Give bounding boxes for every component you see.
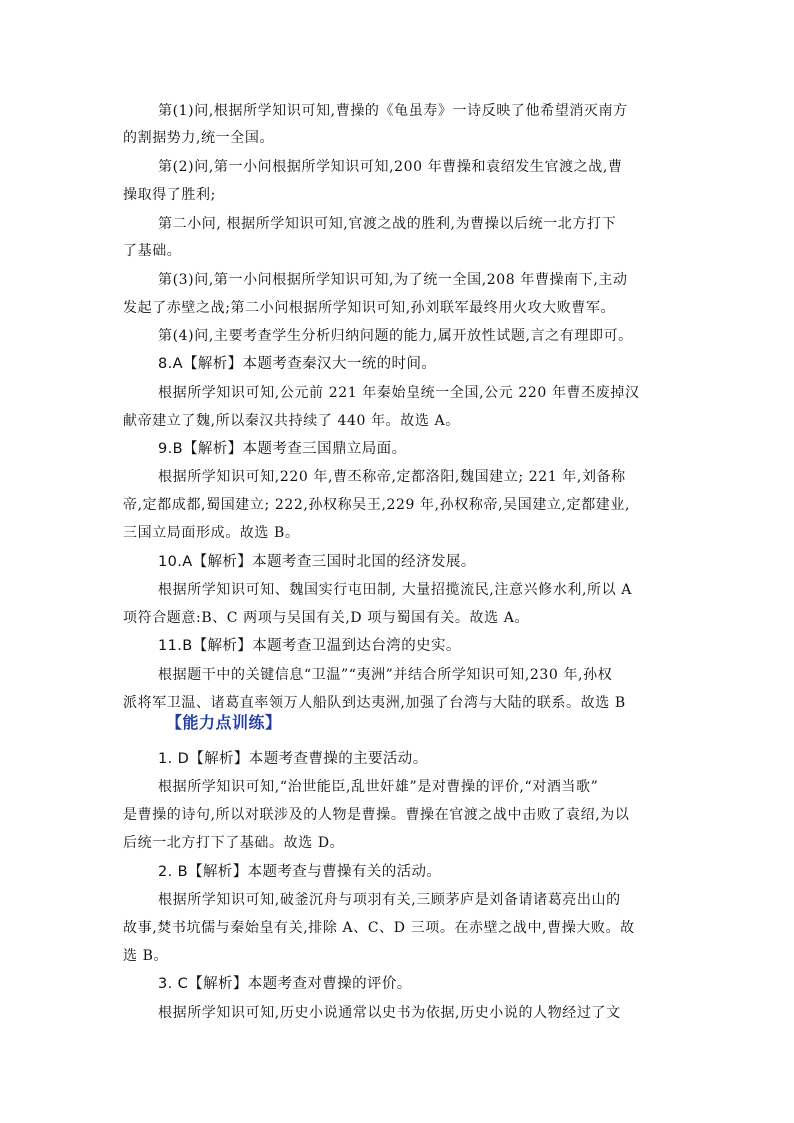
text-line: 后统一北方打下了基础。故选 D。	[123, 835, 345, 851]
question-heading: 9.B【解析】本题考查三国鼎立局面。	[158, 441, 407, 457]
text-line: 第(1)问,根据所学知识可知,曹操的《龟虽寿》一诗反映了他希望消灭南方	[158, 103, 628, 119]
text-line: 的割据势力,统一全国。	[123, 130, 275, 146]
text-line: 第(3)问,第一小问根据所学知识可知,为了统一全国,208 年曹操南下,主动	[158, 272, 628, 288]
text-line: 根据所学知识可知,公元前 221 年秦始皇统一全国,公元 220 年曹丕废掉汉	[158, 385, 640, 401]
text-line: 操取得了胜利;	[123, 187, 216, 203]
text-line: 第(2)问,第一小问根据所学知识可知,200 年曹操和袁绍发生官渡之战,曹	[158, 159, 623, 175]
text-line: 根据所学知识可知、魏国实行屯田制, 大量招揽流民,注意兴修水利,所以 A	[158, 582, 632, 598]
text-line: 根据所学知识可知,历史小说通常以史书为依据,历史小说的人物经过了文	[158, 1005, 621, 1021]
text-line: 献帝建立了魏,所以秦汉共持续了 440 年。故选 A。	[123, 413, 460, 429]
question-heading: 8.A【解析】本题考查秦汉大一统的时间。	[158, 356, 437, 372]
text-line: 派将军卫温、诸葛直率领万人船队到达夷洲,加强了台湾与大陆的联系。故选 B	[123, 695, 626, 711]
text-line: 根据题干中的关键信息“卫温”“夷洲”并结合所学知识可知,230 年,孙权	[158, 667, 613, 683]
text-line: 发起了赤壁之战;第二小问根据所学知识可知,孙刘联军最终用火攻大败曹军。	[123, 300, 616, 316]
text-line: 了基础。	[123, 243, 182, 259]
question-heading: 10.A【解析】本题考查三国时北国的经济发展。	[158, 554, 476, 570]
text-line: 帝,定都成都,蜀国建立; 222,孙权称吴王,229 年,孙权称帝,吴国建立,定都建业,	[123, 497, 631, 513]
text-line: 根据所学知识可知,破釜沉舟与项羽有关,三顾茅庐是刘备请诸葛亮出山的	[158, 892, 621, 908]
text-line: 第二小问, 根据所学知识可知,官渡之战的胜利,为曹操以后统一北方打下	[158, 216, 617, 232]
text-line: 第(4)问,主要考查学生分析归纳问题的能力,属开放性试题,言之有理即可。	[158, 328, 633, 344]
text-line: 三国立局面形成。故选 B。	[123, 525, 300, 541]
text-line: 选 B。	[123, 948, 169, 964]
text-line: 项符合题意:B、C 两项与吴国有关,D 项与蜀国有关。故选 A。	[123, 610, 530, 626]
text-line: 根据所学知识可知,“治世能臣,乱世奸雄”是对曹操的评价,“对酒当歌”	[158, 779, 599, 795]
question-heading: 2. B【解析】本题考查与曹操有关的活动。	[158, 864, 442, 880]
question-heading: 3. C【解析】本题考查对曹操的评价。	[158, 976, 412, 992]
section-heading: 【能力点训练】	[166, 713, 282, 732]
text-line: 故事,焚书坑儒与秦始皇有关,排除 A、C、D 三项。在赤壁之战中,曹操大败。故	[123, 920, 635, 936]
question-heading: 11.B【解析】本题考查卫温到达台湾的史实。	[158, 638, 461, 654]
text-line: 是曹操的诗句,所以对联涉及的人物是曹操。曹操在官渡之战中击败了袁绍,为以	[123, 807, 630, 823]
text-line: 根据所学知识可知,220 年,曹丕称帝,定都洛阳,魏国建立; 221 年,刘备称	[158, 469, 626, 485]
question-heading: 1. D【解析】本题考查曹操的主要活动。	[158, 751, 428, 767]
